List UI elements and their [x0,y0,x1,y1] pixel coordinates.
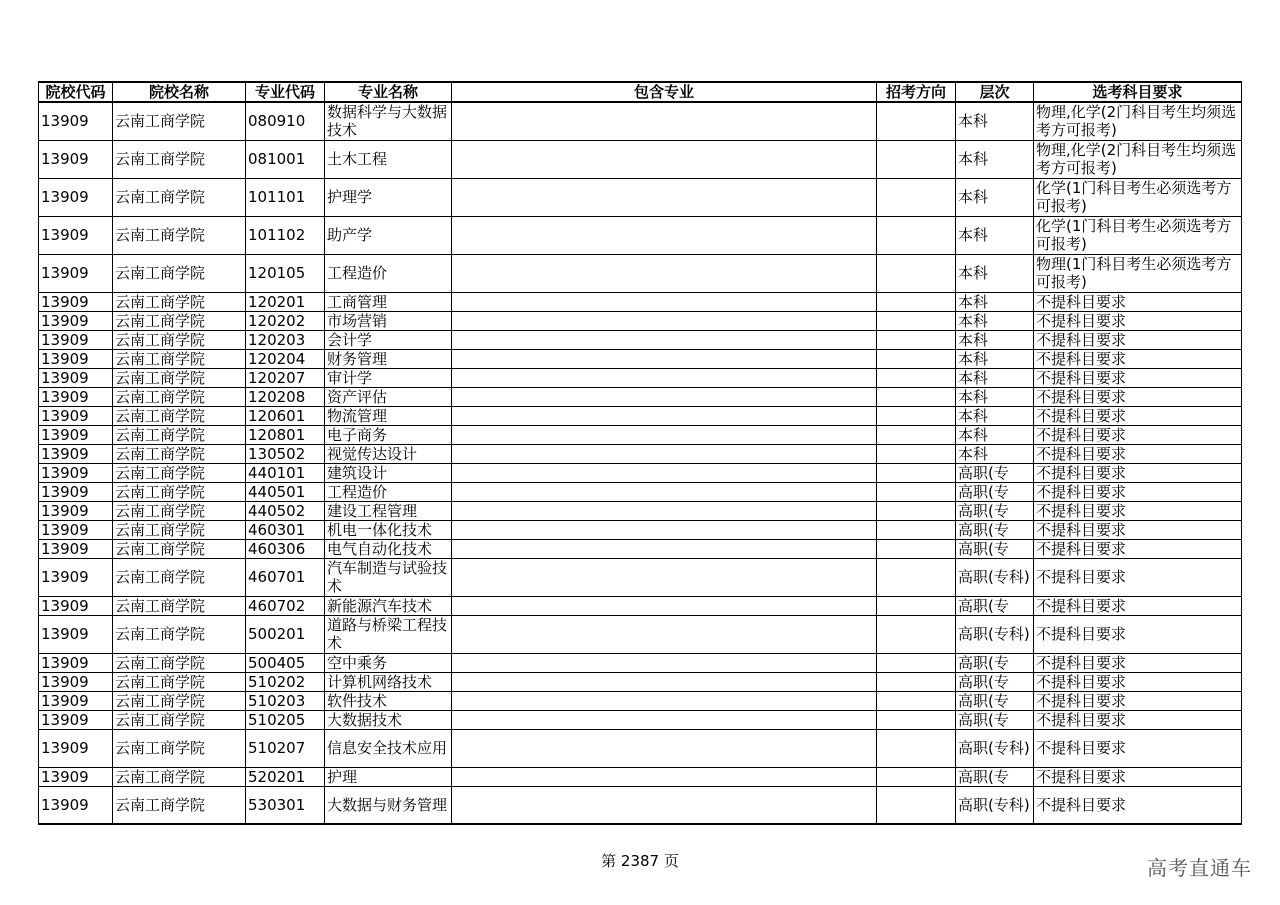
cell-included-majors [452,178,877,216]
table-row [39,615,1242,653]
cell-major-code: 510205 [246,710,325,729]
cell-major-code: 120601 [246,406,325,425]
cell-major-name: 大数据技术 [325,710,452,729]
table-row [39,463,1242,482]
cell-major-code: 120203 [246,330,325,349]
cell-subject-requirement: 不提科目要求 [1034,444,1242,463]
cell-major-code: 530301 [246,786,325,824]
cell-major-code: 460306 [246,539,325,558]
cell-included-majors [452,653,877,672]
cell-included-majors [452,292,877,311]
cell-subject-requirement: 不提科目要求 [1034,729,1242,767]
cell-included-majors [452,102,877,140]
cell-school-code: 13909 [39,425,113,444]
cell-direction [877,216,956,254]
cell-school-name: 云南工商学院 [113,520,246,539]
cell-subject-requirement: 不提科目要求 [1034,558,1242,596]
cell-school-name: 云南工商学院 [113,786,246,824]
cell-direction [877,368,956,387]
cell-included-majors [452,520,877,539]
cell-included-majors [452,330,877,349]
watermark-text: 高考直通车 [1147,856,1252,880]
cell-major-name: 护理 [325,767,452,786]
cell-included-majors [452,349,877,368]
cell-major-code: 520201 [246,767,325,786]
cell-major-code: 120801 [246,425,325,444]
cell-major-code: 510202 [246,672,325,691]
cell-direction [877,387,956,406]
cell-major-code: 460301 [246,520,325,539]
cell-school-code: 13909 [39,463,113,482]
cell-major-name: 空中乘务 [325,653,452,672]
cell-major-name: 会计学 [325,330,452,349]
cell-level: 高职(专科) [956,729,1034,767]
cell-subject-requirement: 物理,化学(2门科目考生均须选考方可报考) [1034,102,1242,140]
cell-school-code: 13909 [39,406,113,425]
table-row [39,767,1242,786]
table-row [39,140,1242,178]
cell-major-name: 数据科学与大数据技术 [325,102,452,140]
cell-direction [877,786,956,824]
cell-included-majors [452,311,877,330]
cell-school-code: 13909 [39,349,113,368]
cell-major-name: 助产学 [325,216,452,254]
header-direction: 招考方向 [877,82,956,102]
cell-level: 本科 [956,292,1034,311]
cell-school-name: 云南工商学院 [113,615,246,653]
cell-level: 本科 [956,349,1034,368]
cell-major-code: 120202 [246,311,325,330]
cell-level: 本科 [956,311,1034,330]
cell-school-code: 13909 [39,767,113,786]
cell-school-name: 云南工商学院 [113,254,246,292]
cell-major-name: 工程造价 [325,482,452,501]
cell-direction [877,520,956,539]
cell-level: 高职(专 [956,501,1034,520]
cell-level: 高职(专 [956,596,1034,615]
cell-school-name: 云南工商学院 [113,330,246,349]
cell-subject-requirement: 不提科目要求 [1034,691,1242,710]
cell-major-code: 120201 [246,292,325,311]
cell-level: 高职(专 [956,710,1034,729]
header-school-name: 院校名称 [113,82,246,102]
table-row [39,292,1242,311]
header-row [39,82,1242,102]
cell-direction [877,425,956,444]
cell-school-code: 13909 [39,482,113,501]
cell-direction [877,653,956,672]
cell-major-code: 101101 [246,178,325,216]
cell-direction [877,691,956,710]
cell-direction [877,349,956,368]
cell-school-code: 13909 [39,729,113,767]
cell-included-majors [452,501,877,520]
cell-level: 高职(专 [956,482,1034,501]
cell-school-name: 云南工商学院 [113,387,246,406]
cell-level: 本科 [956,216,1034,254]
admissions-table [38,81,1242,825]
cell-direction [877,311,956,330]
cell-included-majors [452,425,877,444]
cell-direction [877,463,956,482]
cell-major-name: 电气自动化技术 [325,539,452,558]
cell-school-code: 13909 [39,653,113,672]
table-row [39,254,1242,292]
cell-major-name: 工程造价 [325,254,452,292]
table-body [39,102,1242,824]
cell-major-name: 建设工程管理 [325,501,452,520]
cell-school-code: 13909 [39,311,113,330]
cell-major-name: 资产评估 [325,387,452,406]
table-row [39,653,1242,672]
cell-major-code: 081001 [246,140,325,178]
cell-direction [877,710,956,729]
cell-direction [877,140,956,178]
cell-school-code: 13909 [39,691,113,710]
cell-direction [877,102,956,140]
table-row [39,691,1242,710]
cell-major-code: 130502 [246,444,325,463]
table-row [39,520,1242,539]
cell-direction [877,330,956,349]
table-row [39,425,1242,444]
cell-major-name: 汽车制造与试验技术 [325,558,452,596]
cell-subject-requirement: 物理(1门科目考生必须选考方可报考) [1034,254,1242,292]
cell-school-name: 云南工商学院 [113,729,246,767]
cell-level: 本科 [956,178,1034,216]
cell-major-name: 视觉传达设计 [325,444,452,463]
cell-school-name: 云南工商学院 [113,596,246,615]
cell-direction [877,444,956,463]
table-row [39,406,1242,425]
cell-major-code: 510203 [246,691,325,710]
cell-major-code: 120204 [246,349,325,368]
cell-school-code: 13909 [39,330,113,349]
cell-school-code: 13909 [39,444,113,463]
cell-included-majors [452,615,877,653]
cell-school-code: 13909 [39,216,113,254]
cell-school-code: 13909 [39,672,113,691]
cell-major-name: 工商管理 [325,292,452,311]
table-row [39,178,1242,216]
cell-major-name: 道路与桥梁工程技术 [325,615,452,653]
cell-level: 高职(专 [956,767,1034,786]
cell-major-name: 计算机网络技术 [325,672,452,691]
cell-included-majors [452,444,877,463]
cell-level: 本科 [956,140,1034,178]
cell-level: 高职(专科) [956,786,1034,824]
table-row [39,539,1242,558]
cell-school-name: 云南工商学院 [113,710,246,729]
cell-school-name: 云南工商学院 [113,672,246,691]
cell-major-name: 大数据与财务管理 [325,786,452,824]
cell-school-name: 云南工商学院 [113,691,246,710]
cell-level: 高职(专科) [956,615,1034,653]
cell-included-majors [452,463,877,482]
cell-major-name: 机电一体化技术 [325,520,452,539]
cell-school-code: 13909 [39,539,113,558]
cell-direction [877,406,956,425]
cell-level: 高职(专 [956,672,1034,691]
table-row [39,444,1242,463]
table-row [39,786,1242,824]
table-row [39,311,1242,330]
cell-subject-requirement: 不提科目要求 [1034,463,1242,482]
cell-major-code: 080910 [246,102,325,140]
cell-subject-requirement: 不提科目要求 [1034,520,1242,539]
cell-included-majors [452,767,877,786]
cell-major-name: 电子商务 [325,425,452,444]
header-major-code: 专业代码 [246,82,325,102]
table-row [39,482,1242,501]
cell-major-name: 建筑设计 [325,463,452,482]
cell-subject-requirement: 不提科目要求 [1034,311,1242,330]
cell-level: 本科 [956,387,1034,406]
cell-subject-requirement: 不提科目要求 [1034,330,1242,349]
cell-major-name: 信息安全技术应用 [325,729,452,767]
cell-school-code: 13909 [39,520,113,539]
table-row [39,672,1242,691]
cell-school-name: 云南工商学院 [113,539,246,558]
cell-direction [877,292,956,311]
cell-direction [877,672,956,691]
header-included-majors: 包含专业 [452,82,877,102]
cell-school-code: 13909 [39,786,113,824]
cell-included-majors [452,596,877,615]
cell-school-code: 13909 [39,178,113,216]
cell-level: 高职(专科) [956,558,1034,596]
cell-level: 本科 [956,102,1034,140]
cell-included-majors [452,482,877,501]
cell-major-code: 440502 [246,501,325,520]
table-row [39,349,1242,368]
cell-included-majors [452,387,877,406]
cell-major-code: 460701 [246,558,325,596]
cell-direction [877,254,956,292]
cell-major-name: 市场营销 [325,311,452,330]
cell-major-code: 120105 [246,254,325,292]
cell-included-majors [452,710,877,729]
cell-direction [877,178,956,216]
cell-major-name: 软件技术 [325,691,452,710]
cell-direction [877,767,956,786]
cell-included-majors [452,558,877,596]
cell-major-name: 护理学 [325,178,452,216]
cell-included-majors [452,786,877,824]
table-row [39,330,1242,349]
cell-school-name: 云南工商学院 [113,406,246,425]
table-row [39,596,1242,615]
cell-major-code: 510207 [246,729,325,767]
table-row [39,387,1242,406]
cell-major-code: 500201 [246,615,325,653]
cell-subject-requirement: 不提科目要求 [1034,349,1242,368]
cell-school-code: 13909 [39,102,113,140]
cell-subject-requirement: 化学(1门科目考生必须选考方可报考) [1034,178,1242,216]
cell-major-code: 101102 [246,216,325,254]
cell-included-majors [452,368,877,387]
cell-subject-requirement: 不提科目要求 [1034,406,1242,425]
page-number: 第 2387 页 [601,852,679,870]
cell-school-name: 云南工商学院 [113,482,246,501]
cell-major-code: 460702 [246,596,325,615]
cell-school-name: 云南工商学院 [113,216,246,254]
table-row [39,368,1242,387]
cell-included-majors [452,140,877,178]
table-row [39,710,1242,729]
cell-school-code: 13909 [39,292,113,311]
cell-level: 本科 [956,254,1034,292]
cell-school-code: 13909 [39,596,113,615]
cell-school-name: 云南工商学院 [113,653,246,672]
cell-school-name: 云南工商学院 [113,368,246,387]
cell-subject-requirement: 物理,化学(2门科目考生均须选考方可报考) [1034,140,1242,178]
cell-school-name: 云南工商学院 [113,311,246,330]
cell-school-name: 云南工商学院 [113,102,246,140]
cell-school-name: 云南工商学院 [113,292,246,311]
header-level: 层次 [956,82,1034,102]
cell-direction [877,539,956,558]
cell-included-majors [452,539,877,558]
cell-school-code: 13909 [39,501,113,520]
cell-school-code: 13909 [39,615,113,653]
table-row [39,102,1242,140]
cell-level: 本科 [956,330,1034,349]
cell-subject-requirement: 不提科目要求 [1034,672,1242,691]
cell-subject-requirement: 不提科目要求 [1034,539,1242,558]
cell-direction [877,596,956,615]
cell-school-code: 13909 [39,368,113,387]
cell-level: 高职(专 [956,463,1034,482]
cell-school-code: 13909 [39,140,113,178]
cell-included-majors [452,729,877,767]
cell-school-name: 云南工商学院 [113,767,246,786]
cell-direction [877,615,956,653]
cell-subject-requirement: 不提科目要求 [1034,368,1242,387]
cell-included-majors [452,216,877,254]
cell-included-majors [452,672,877,691]
cell-major-code: 440501 [246,482,325,501]
cell-direction [877,482,956,501]
cell-subject-requirement: 不提科目要求 [1034,292,1242,311]
cell-major-name: 物流管理 [325,406,452,425]
table-row [39,558,1242,596]
cell-major-code: 500405 [246,653,325,672]
cell-included-majors [452,691,877,710]
cell-level: 高职(专 [956,691,1034,710]
cell-subject-requirement: 不提科目要求 [1034,767,1242,786]
cell-major-name: 财务管理 [325,349,452,368]
cell-major-name: 审计学 [325,368,452,387]
cell-level: 本科 [956,425,1034,444]
cell-school-name: 云南工商学院 [113,558,246,596]
cell-level: 高职(专 [956,653,1034,672]
cell-subject-requirement: 不提科目要求 [1034,501,1242,520]
cell-school-code: 13909 [39,558,113,596]
cell-direction [877,501,956,520]
cell-major-code: 120207 [246,368,325,387]
cell-school-name: 云南工商学院 [113,463,246,482]
cell-included-majors [452,406,877,425]
cell-school-code: 13909 [39,710,113,729]
cell-direction [877,729,956,767]
cell-level: 高职(专 [956,520,1034,539]
table-row [39,501,1242,520]
cell-school-name: 云南工商学院 [113,140,246,178]
cell-school-name: 云南工商学院 [113,178,246,216]
cell-subject-requirement: 不提科目要求 [1034,615,1242,653]
header-school-code: 院校代码 [39,82,113,102]
cell-major-name: 土木工程 [325,140,452,178]
table-row [39,216,1242,254]
cell-school-name: 云南工商学院 [113,501,246,520]
header-major-name: 专业名称 [325,82,452,102]
table-row [39,729,1242,767]
cell-school-name: 云南工商学院 [113,444,246,463]
header-subject-requirement: 选考科目要求 [1034,82,1242,102]
cell-level: 本科 [956,444,1034,463]
cell-subject-requirement: 化学(1门科目考生必须选考方可报考) [1034,216,1242,254]
cell-major-code: 440101 [246,463,325,482]
cell-direction [877,558,956,596]
cell-level: 本科 [956,368,1034,387]
cell-subject-requirement: 不提科目要求 [1034,596,1242,615]
cell-subject-requirement: 不提科目要求 [1034,482,1242,501]
cell-included-majors [452,254,877,292]
cell-school-code: 13909 [39,254,113,292]
cell-subject-requirement: 不提科目要求 [1034,653,1242,672]
cell-school-code: 13909 [39,387,113,406]
cell-school-name: 云南工商学院 [113,349,246,368]
cell-subject-requirement: 不提科目要求 [1034,786,1242,824]
cell-subject-requirement: 不提科目要求 [1034,425,1242,444]
cell-level: 本科 [956,406,1034,425]
cell-subject-requirement: 不提科目要求 [1034,387,1242,406]
cell-subject-requirement: 不提科目要求 [1034,710,1242,729]
cell-major-code: 120208 [246,387,325,406]
cell-level: 高职(专 [956,539,1034,558]
cell-major-name: 新能源汽车技术 [325,596,452,615]
cell-school-name: 云南工商学院 [113,425,246,444]
